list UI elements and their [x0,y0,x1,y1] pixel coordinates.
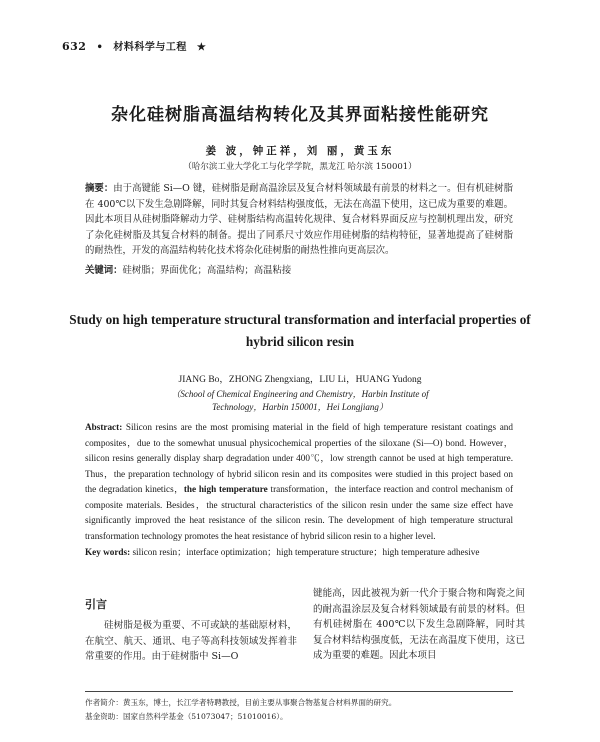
chinese-affiliation: （哈尔滨工业大学化工与化学学院，黑龙江 哈尔滨 150001） [183,162,417,172]
english-abstract-text-1: Silicon resins are the most promising material in the field of high temperature resistant coatings and composites，due to the somewhat unusual physicochemical properties of the siloxane (Si—O) bond. However，silicon resins generally display sharp degradation under 400℃，low strength cannot be used at high temperature. Thus，the preparation technology of hybrid silicon resin and its composites were studied in this project based on the degradation kinetics， [85,422,513,494]
author-footnote: 作者简介：黄玉东，博士，长江学者特聘教授，目前主要从事聚合物基复合材料界面的研究。 [85,698,397,707]
english-keywords-text: silicon resin；interface optimization；high temperature structure；high temperature adhesive [130,547,480,557]
introduction-left-column: 硅树脂是极为重要、不可或缺的基础原材料，在航空、航天、通讯、电子等高科技领域发挥着非常重要的作用。由于硅树脂中 Si—O [85,620,297,662]
header-separator-star: ★ [196,42,207,53]
chinese-authors: 姜 波，钟正祥，刘 丽，黄玉东 [205,145,395,157]
introduction-right-column: 键能高，因此被视为新一代介于聚合物和陶瓷之间的耐高温涂层及复合材料领域最有前景的材料。但有机硅树脂在 400℃以下发生急剧降解，同时其复合材料结构强度低，无法在高温度下使用，这已成为重要的难题。因此本项目 [313,588,525,661]
english-authors: JIANG Bo，ZHONG Zhengxiang，LIU Li，HUANG Yudong [178,375,422,385]
fund-footnote: 基金资助：国家自然科学基金（51073047；51010016）。 [85,712,288,721]
journal-name: 材料科学与工程 [113,42,187,53]
footnote-divider [85,691,513,692]
running-header [62,38,212,53]
english-abstract-text-2: transformation，the interface reaction and control mechanism of composite materials. Besides，the structural characteristics of the silicon resin under the same size effect have significantly improved the heat resistance of the silicon resin. The development of high temperature structural transformation technology promotes the heat resistance of hybrid silicon resin to a higher level. [85,484,514,541]
english-abstract-bold: the high temperature [183,484,268,494]
chinese-abstract-label: 摘要： [85,183,114,194]
english-affiliation: （School of Chemical Engineering and Chemistry，Harbin Institute of Technology，Harbin 150001，Hei Longjiang） [171,389,429,412]
chinese-keywords-label: 关键词： [85,265,123,276]
introduction-heading: 引言 [85,598,107,611]
english-abstract [85,420,513,544]
english-keywords [85,545,513,561]
english-keywords-label: Key words: [85,547,131,557]
page-number: 632 [62,40,87,53]
chinese-abstract [85,181,513,259]
chinese-keywords [85,262,513,276]
chinese-abstract-text: 由于高键能 Si—O 键，硅树脂是耐高温涂层及复合材料领域最有前景的材料之一。但有机硅树脂在 400℃以下发生急剧降解，同时其复合材料结构强度低，无法在高温下使用，这已成为重要的难题。因此本项目从硅树脂降解动力学、硅树脂结构高温转化规律、复合材料界面反应与控制机理出发，研究了杂化硅树脂及其复合材料的制备。提出了同系尺寸效应作用硅树脂的结构特征，显著地提高了硅树脂的耐热性，开发的高温结构转化技术将杂化硅树脂的耐热性推向更高层次。 [85,183,513,256]
header-separator-dot: • [96,42,104,53]
chinese-title: 杂化硅树脂高温结构转化及其界面粘接性能研究 [111,105,489,125]
chinese-keywords-text: 硅树脂；界面优化；高温结构；高温粘接 [122,265,292,276]
english-abstract-label: Abstract: [85,422,123,432]
english-title: Study on high temperature structural transformation and interfacial properties of hybrid silicon resin [69,312,531,349]
